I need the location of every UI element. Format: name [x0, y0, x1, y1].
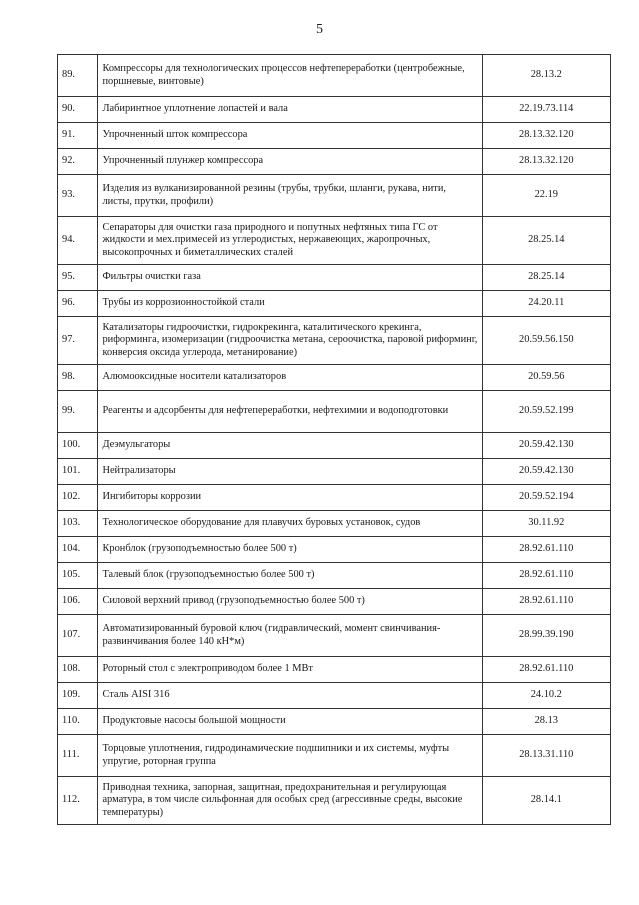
product-name: Приводная техника, запорная, защитная, предохранительная и регулирующая арматура, в том числе сильфонная для особых сред (агрессивные среды, высокие температуры) [98, 777, 482, 825]
row-number: 97. [58, 317, 98, 365]
table-row [58, 391, 611, 433]
okpd-code: 28.13.2 [482, 55, 610, 97]
table-row [58, 683, 611, 709]
table-row [58, 657, 611, 683]
okpd-code: 28.92.61.110 [482, 657, 610, 683]
product-name: Нейтрализаторы [98, 459, 482, 485]
row-number: 98. [58, 365, 98, 391]
product-name: Торцовые уплотнения, гидродинамические подшипники и их системы, муфты упругие, роторная группа [98, 735, 482, 777]
row-number: 111. [58, 735, 98, 777]
okpd-code: 28.92.61.110 [482, 537, 610, 563]
product-name: Реагенты и адсорбенты для нефтепереработки, нефтехимии и водоподготовки [98, 391, 482, 433]
table-row [58, 735, 611, 777]
row-number: 95. [58, 265, 98, 291]
okpd-code: 20.59.56 [482, 365, 610, 391]
okpd-code: 20.59.52.194 [482, 485, 610, 511]
table-row [58, 97, 611, 123]
row-number: 112. [58, 777, 98, 825]
table-row [58, 217, 611, 265]
product-name: Упрочненный шток компрессора [98, 123, 482, 149]
okpd-code: 28.13 [482, 709, 610, 735]
okpd-code: 28.92.61.110 [482, 589, 610, 615]
product-name: Роторный стол с электроприводом более 1 МВт [98, 657, 482, 683]
table-row [58, 149, 611, 175]
okpd-code: 20.59.52.199 [482, 391, 610, 433]
row-number: 93. [58, 175, 98, 217]
product-name: Технологическое оборудование для плавучих буровых установок, судов [98, 511, 482, 537]
table-row [58, 563, 611, 589]
product-name: Фильтры очистки газа [98, 265, 482, 291]
table-row [58, 291, 611, 317]
row-number: 107. [58, 615, 98, 657]
table-row [58, 485, 611, 511]
product-name: Автоматизированный буровой ключ (гидравлический, момент свинчивания-развинчивания более 140 кН*м) [98, 615, 482, 657]
okpd-code: 22.19.73.114 [482, 97, 610, 123]
table-row [58, 123, 611, 149]
product-name: Деэмульгаторы [98, 433, 482, 459]
row-number: 96. [58, 291, 98, 317]
row-number: 90. [58, 97, 98, 123]
row-number: 99. [58, 391, 98, 433]
okpd-code: 28.13.32.120 [482, 123, 610, 149]
table-row [58, 537, 611, 563]
row-number: 108. [58, 657, 98, 683]
row-number: 94. [58, 217, 98, 265]
okpd-code: 20.59.42.130 [482, 459, 610, 485]
table-row [58, 55, 611, 97]
row-number: 105. [58, 563, 98, 589]
product-name: Сталь AISI 316 [98, 683, 482, 709]
okpd-code: 30.11.92 [482, 511, 610, 537]
product-name: Сепараторы для очистки газа природного и попутных нефтяных типа ГС от жидкости и мех.примесей из углеродистых, нержавеющих, жаропрочных, высокопрочных и биметаллических сталей [98, 217, 482, 265]
row-number: 109. [58, 683, 98, 709]
product-name: Алюмооксидные носители катализаторов [98, 365, 482, 391]
product-name: Кронблок (грузоподъемностью более 500 т) [98, 537, 482, 563]
okpd-code: 28.25.14 [482, 217, 610, 265]
table-row [58, 433, 611, 459]
table-row [58, 265, 611, 291]
okpd-code: 28.14.1 [482, 777, 610, 825]
okpd-code: 28.13.32.120 [482, 149, 610, 175]
okpd-code: 20.59.56.150 [482, 317, 610, 365]
table-row [58, 365, 611, 391]
table-row [58, 709, 611, 735]
row-number: 110. [58, 709, 98, 735]
okpd-code: 24.10.2 [482, 683, 610, 709]
okpd-code: 28.13.31.110 [482, 735, 610, 777]
okpd-code: 28.92.61.110 [482, 563, 610, 589]
okpd-code: 28.25.14 [482, 265, 610, 291]
row-number: 106. [58, 589, 98, 615]
table-row [58, 777, 611, 825]
row-number: 92. [58, 149, 98, 175]
table-row [58, 317, 611, 365]
product-name: Силовой верхний привод (грузоподъемностью более 500 т) [98, 589, 482, 615]
product-name: Трубы из коррозионностойкой стали [98, 291, 482, 317]
row-number: 91. [58, 123, 98, 149]
product-name: Продуктовые насосы большой мощности [98, 709, 482, 735]
okpd-code: 28.99.39.190 [482, 615, 610, 657]
row-number: 101. [58, 459, 98, 485]
row-number: 89. [58, 55, 98, 97]
table-row [58, 175, 611, 217]
okpd-code: 24.20.11 [482, 291, 610, 317]
table-row [58, 511, 611, 537]
row-number: 103. [58, 511, 98, 537]
row-number: 102. [58, 485, 98, 511]
row-number: 100. [58, 433, 98, 459]
row-number: 104. [58, 537, 98, 563]
product-name: Лабиринтное уплотнение лопастей и вала [98, 97, 482, 123]
table-row [58, 589, 611, 615]
product-name: Компрессоры для технологических процессов нефтепереработки (центробежные, поршневые, винтовые) [98, 55, 482, 97]
product-table [57, 54, 611, 825]
product-name: Изделия из вулканизированной резины (трубы, трубки, шланги, рукава, нити, листы, прутки, профили) [98, 175, 482, 217]
page-number: 5 [316, 22, 323, 37]
product-name: Катализаторы гидроочистки, гидрокрекинга, каталитического крекинга, риформинга, изомеризации (гидроочистка метана, сероочистка, паровой риформинг, конверсия оксида углерода, метанирование) [98, 317, 482, 365]
product-name: Талевый блок (грузоподъемностью более 500 т) [98, 563, 482, 589]
okpd-code: 22.19 [482, 175, 610, 217]
okpd-code: 20.59.42.130 [482, 433, 610, 459]
table-row [58, 615, 611, 657]
product-name: Упрочненный плунжер компрессора [98, 149, 482, 175]
table-row [58, 459, 611, 485]
product-name: Ингибиторы коррозии [98, 485, 482, 511]
